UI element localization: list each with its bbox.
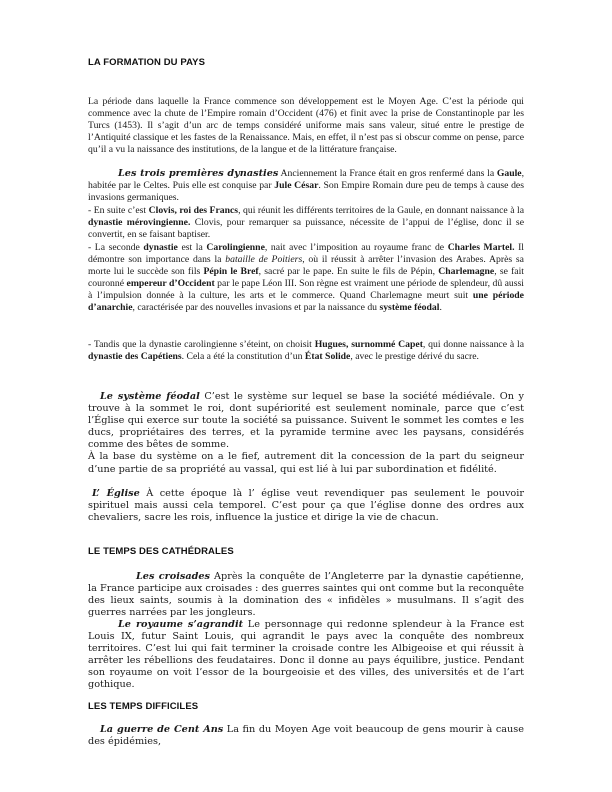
- hundred-years-paragraph: La guerre de Cent Ans La fin du Moyen Age voit beaucoup de gens mourir à cause des épidémies,: [88, 724, 524, 748]
- section-heading-formation: LA FORMATION DU PAYS: [88, 57, 206, 68]
- hundred-years-lead: La guerre de Cent Ans: [100, 724, 224, 735]
- kingdom-lead: Le royaume s’agrandit: [118, 619, 244, 630]
- church-lead: L’ Église: [92, 488, 140, 499]
- capetian-paragraph: - Tandis que la dynastie carolingienne s’éteint, on choisit Hugues, surnommé Capet, qui donne naissance à la dynastie des Capétiens. Cela a été la constitution d’un État Solide, avec le prestige dérivé du sacre.: [88, 339, 524, 363]
- dynasties-paragraph: Les trois premières dynasties Anciennement la France était en gros renfermé dans la Gaule, habitée par le Celtes. Puis elle est conquise par Jule César. Son Empire Romain dure peu de temps à cause des invasions germaniques.: [88, 168, 525, 204]
- section-heading-cathedrales: LE TEMPS DES CATHÉDRALES: [88, 546, 234, 557]
- crusades-paragraph: Les croisades Après la conquête de l’Angleterre par la dynastie capétienne, la France participe aux croisades : des guerres saintes qui ont comme but la reconquête des lieux saints, soumis à la domination des « infidèles » musulmans. Il s’agit des guerres narrées par les jongleurs.: [88, 571, 525, 619]
- intro-paragraph: La période dans laquelle la France commence son développement est le Moyen Age. C’est la période qui commence avec la chute de l’Empire romain d’Occident (476) et finit avec la prise de Constantinople par les Turcs (1453). Il s’agit d’un arc de temps considéré uniforme mais sans valeur, situé entre le prestige de l’Antiquité classique et les fastes de la Renaissance. Mais, en effet, il n’est pas si obscur comme on pense, parce qu’il a vu la naissance des institutions, de la langue et de la littérature française.: [88, 96, 524, 156]
- clovis-paragraph: - En suite c’est Clovis, roi des Francs, qui réunit les différents territoires de la Gaule, en donnant naissance à la dynastie mérovingienne. Clovis, pour remarquer sa puissance, nécessite de l’appui de l’église, donc il se convertit, en se faisant baptiser.: [88, 205, 524, 241]
- section-heading-difficiles: LES TEMPS DIFFICILES: [88, 701, 199, 712]
- kingdom-paragraph: Le royaume s’agrandit Le personnage qui redonne splendeur à la France est Louis IX, futur Saint Louis, qui agrandit le pays avec la conquête des nombreux territoires. C’est lui qui fait terminer la croisade contre les Albigeoise et qui réussit à arrêter les rébellions des feudataires. Donc il donne au pays équilibre, justice. Pendant son royaume on voit l’essor de la bourgeoisie et des villes, des universités et de l’art gothique.: [88, 619, 524, 691]
- church-paragraph: L’ Église À cette époque là l’ église veut revendiquer pas seulement le pouvoir spirituel mais aussi cela temporel. C’est pour ça que l’église donne des ordres aux chevaliers, sacre les rois, influence la justice et dirige la vie de chacun.: [88, 488, 524, 524]
- dynasties-lead: Les trois premières dynasties: [118, 168, 279, 179]
- feudal-lead: Le système féodal: [100, 391, 200, 402]
- feudal-paragraph: Le système féodal C’est le système sur lequel se base la société médiévale. On y trouve à la sommet le roi, dont supériorité est seulement nominale, parce que c’est l’Église qui exerce sur toute la société sa puissance. Suivent le sommet les comtes e les ducs, propriétaires des terres, et la pyramide termine avec les paysans, considérés comme des bêtes de somme. À la base du système on a le fief, autrement dit la concession de la part du seigneur d’une partie de sa propriété au vassal, qui est lié à lui par subordination et fidélité.: [88, 391, 524, 475]
- carolingian-paragraph: - La seconde dynastie est la Carolingienne, nait avec l’imposition au royaume franc de Charles Martel. Il démontre son importance dans la bataille de Poitiers, où il réussit à arrêter l’invasion des Arabes. Après sa morte lui le succède son fils Pépin le Bref, sacré par le pape. En suite le fils de Pépin, Charlemagne, se fait couronné empereur d’Occident par le pape Léon III. Son règne est vraiment une période de splendeur, dû aussi à l’impulsion donnée à la culture, les arts et le commerce. Quand Charlemagne meurt suit une période d’anarchie, caractérisée par des nouvelles invasions et par la naissance du système féodal.: [88, 242, 525, 314]
- crusades-lead: Les croisades: [136, 571, 211, 582]
